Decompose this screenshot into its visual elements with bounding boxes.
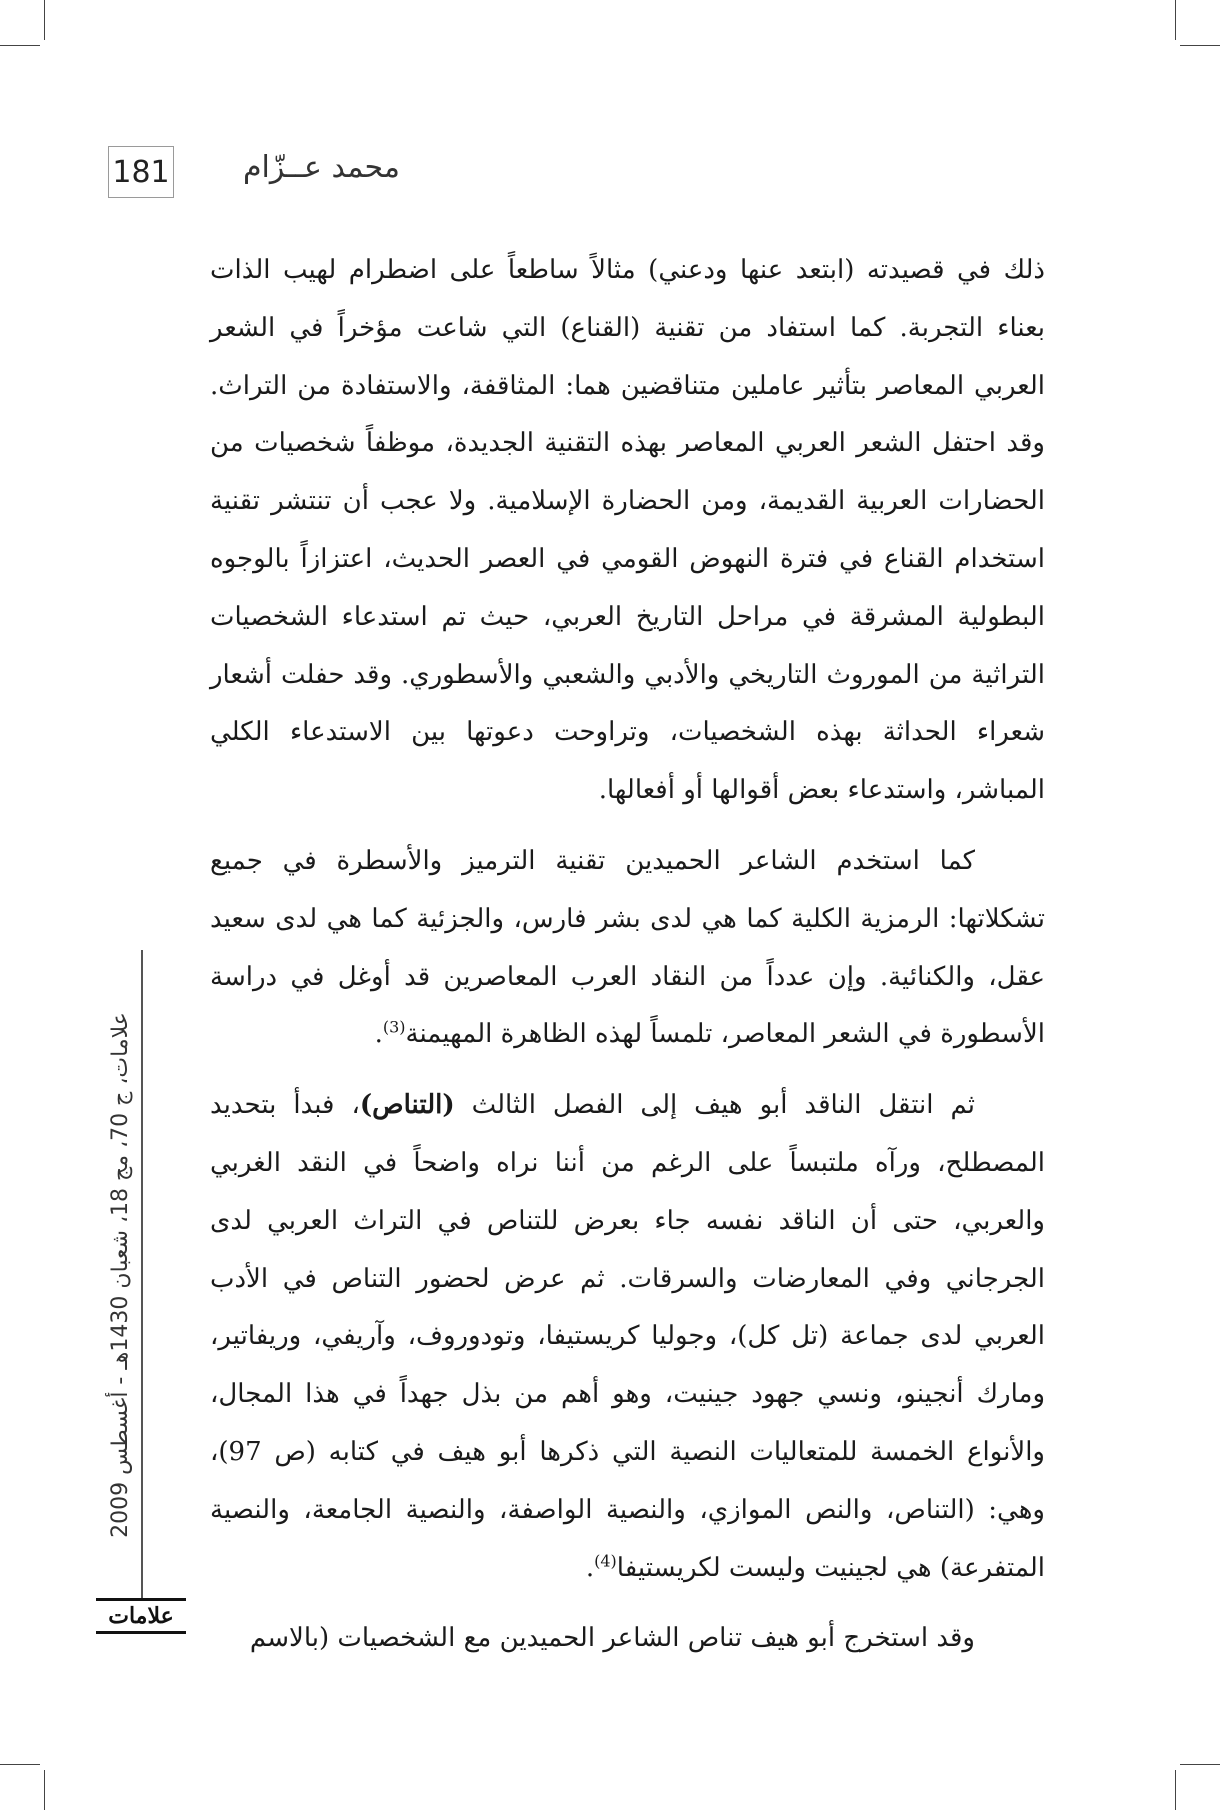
- period: .: [374, 1019, 383, 1050]
- side-rule: [141, 950, 143, 1600]
- running-head-author: محمد عــزّام: [242, 150, 400, 185]
- period: .: [585, 1552, 595, 1583]
- page-number: 181: [108, 146, 174, 198]
- crop-mark: [0, 1764, 40, 1765]
- term-intertextuality: (التناص): [359, 1090, 455, 1121]
- crop-mark: [1180, 45, 1220, 46]
- journal-citation: علامات، ج 70، مج 18، شعبان 1430هـ - أغسطس 2009: [108, 1012, 133, 1538]
- crop-mark: [44, 1770, 45, 1810]
- crop-mark: [1175, 1770, 1176, 1810]
- paragraph-lead: ثم انتقل الناقد أبو هيف إلى الفصل الثالث: [471, 1090, 976, 1121]
- comma: ،: [351, 1090, 360, 1121]
- crop-mark: [0, 45, 40, 46]
- paragraph-text: كما استخدم الشاعر الحميدين تقنية الترميز والأسطرة في جميع تشكلاتها: الرمزية الكلية كما هي لدى بشر فارس، والجزئية كما هي لدى سعيد عقل، والكنائية. وإن عدداً من النقاد العرب المعاصرين قد أوغل في دراسة الأسطورة في الشعر المعاصر، تلمساً لهذه الظاهرة المهيمنة: [210, 845, 1045, 1050]
- journal-logo: علامات: [96, 1598, 186, 1634]
- crop-mark: [1180, 1764, 1220, 1765]
- paragraph: [210, 833, 1045, 1064]
- crop-mark: [44, 0, 45, 40]
- paragraph: ذلك في قصيدته (ابتعد عنها ودعني) مثالاً ساطعاً على اضطرام لهيب الذات بعناء التجربة. كما استفاد من تقنية (القناع) التي شاعت مؤخراً في الشعر العربي المعاصر بتأثير عاملين متناقضين هما: المثاقفة، والاستفادة من التراث. وقد احتفل الشعر العربي المعاصر بهذه التقنية الجديدة، موظفاً شخصيات من الحضارات العربية القديمة، ومن الحضارة الإسلامية. ولا عجب أن تنتشر تقنية استخدام القناع في فترة النهوض القومي في العصر الحديث، اعتزازاً بالوجوه البطولية المشرقة في مراحل التاريخ العربي، حيث تم استدعاء الشخصيات التراثية من الموروث التاريخي والأدبي والشعبي والأسطوري. وقد حفلت أشعار شعراء الحداثة بهذه الشخصيات، وتراوحت دعوتها بين الاستدعاء الكلي المباشر، واستدعاء بعض أقوالها أو أفعالها.: [210, 255, 1045, 806]
- footnote-ref: (3): [382, 1017, 406, 1037]
- paragraph: [210, 1077, 1045, 1597]
- article-body: [210, 242, 1045, 1668]
- crop-mark: [1175, 0, 1176, 40]
- footnote-ref: (4): [594, 1550, 617, 1570]
- paragraph-text: فبدأ بتحديد المصطلح، ورآه ملتبساً على الرغم من أننا نراه واضحاً في النقد الغربي والعربي، حتى أن الناقد نفسه جاء بعرض للتناص في التراث العربي لدى الجرجاني وفي المعارضات والسرقات. ثم عرض لحضور التناص في الأدب العربي لدى جماعة (تل كل)، وجوليا كريستيفا، وتودوروف، وآريفي، وريفاتير، ومارك أنجينو، ونسي جهود جينيت، وهو أهم من بذل جهداً في هذا المجال، والأنواع الخمسة للمتعاليات النصية التي ذكرها أبو هيف في كتابه (ص 97)، وهي: (التناص، والنص الموازي، والنصية الواصفة، والنصية الجامعة، والنصية المتفرعة) هي لجينيت وليست لكريستيفا: [210, 1090, 1045, 1583]
- paragraph: وقد استخرج أبو هيف تناص الشاعر الحميدين مع الشخصيات (بالاسم: [249, 1623, 975, 1654]
